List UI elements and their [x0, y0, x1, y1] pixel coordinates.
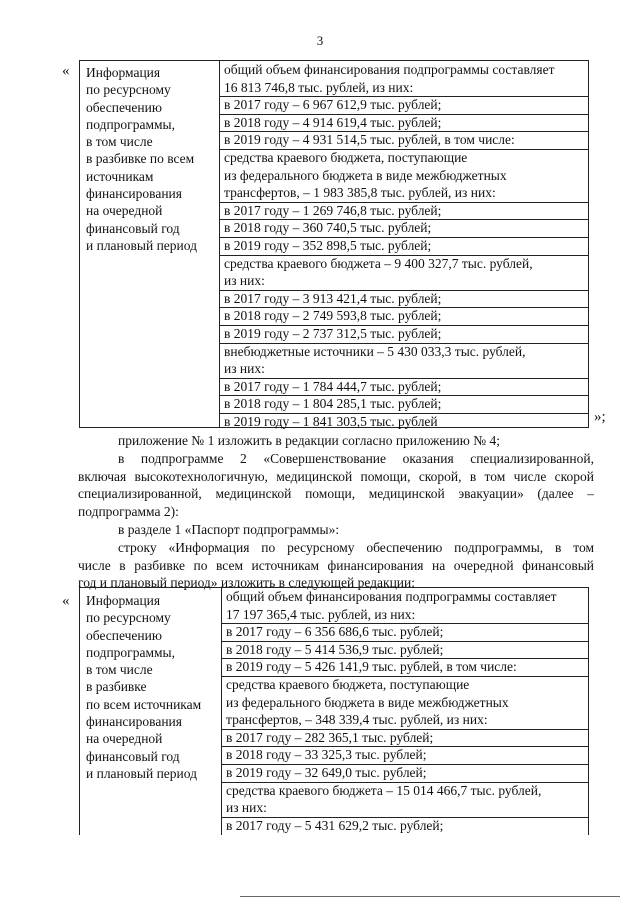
funding-line: в 2019 году – 5 426 141,9 тыс. рублей, в том числе:	[222, 659, 588, 677]
funding-line: средства краевого бюджета, поступающие	[224, 149, 468, 165]
paragraph-row-edit	[78, 539, 594, 592]
row-label-line: финансовый год	[86, 748, 180, 764]
funding-line: в 2018 году – 33 325,3 тыс. рублей;	[222, 747, 588, 765]
funding-table-1-label	[80, 61, 220, 427]
funding-line: в 2019 году – 2 737 312,5 тыс. рублей;	[220, 326, 588, 344]
funding-line: в 2017 году – 1 784 444,7 тыс. рублей;	[220, 379, 588, 397]
funding-line: в 2017 году – 6 356 686,6 тыс. рублей;	[222, 624, 588, 642]
paragraph-line: в разделе 1 «Паспорт подпрограммы»:	[118, 522, 340, 537]
row-label-line: финансирования	[86, 714, 182, 730]
funding-line: из них:	[222, 800, 588, 818]
paragraph-line: включая высокотехнологичную, медицинской помощи, скорой, в том числе скорой	[78, 468, 594, 484]
closing-quote: »;	[594, 409, 606, 425]
row-label-line: финансовый год	[86, 220, 180, 236]
funding-line: средства краевого бюджета, поступающие	[226, 676, 470, 692]
funding-line: из них:	[220, 273, 588, 291]
funding-line: в 2017 году – 3 913 421,4 тыс. рублей;	[220, 291, 588, 309]
funding-line: из федерального бюджета в виде межбюджетных	[226, 694, 509, 710]
paragraph-line: числе в разбивке по всем источникам финансирования на очередной финансовый	[78, 557, 594, 573]
funding-line: трансфертов, – 348 339,4 тыс. рублей, из них:	[222, 712, 588, 730]
funding-line: общий объем финансирования подпрограммы составляет	[224, 62, 555, 77]
row-label-line: обеспечению	[86, 627, 162, 643]
paragraph-section-1	[78, 521, 594, 539]
funding-line: в 2019 году – 352 898,5 тыс. рублей;	[220, 238, 588, 256]
row-label-line: подпрограммы,	[86, 116, 175, 132]
paragraph-line: специализированной, медицинской помощи, медицинской эвакуации» (далее –	[78, 486, 594, 502]
funding-table-1-values	[220, 61, 588, 427]
row-label-line: в разбивке по всем	[86, 151, 195, 167]
row-label-line: финансирования	[86, 186, 182, 202]
row-label-line: в том числе	[86, 662, 153, 678]
row-label-line: на очередной	[86, 203, 163, 219]
funding-line: в 2018 году – 1 804 285,1 тыс. рублей;	[220, 396, 588, 414]
funding-line: в 2017 году – 5 431 629,2 тыс. рублей;	[226, 817, 444, 833]
funding-table-1	[79, 60, 589, 428]
funding-line: средства краевого бюджета – 15 014 466,7 тыс. рублей,	[226, 782, 542, 798]
funding-line: из федерального бюджета в виде межбюджетных	[224, 167, 507, 183]
row-label-line: по ресурсному	[86, 610, 171, 626]
row-label-line: на очередной	[86, 731, 163, 747]
row-label-line: Информация	[86, 65, 161, 80]
row-label-line: и плановый период	[86, 237, 197, 253]
row-label-line: источникам	[86, 168, 154, 184]
funding-line: внебюджетные источники – 5 430 033,3 тыс. рублей,	[224, 343, 526, 359]
funding-line: в 2018 году – 4 914 619,4 тыс. рублей;	[220, 115, 588, 133]
funding-line: 17 197 365,4 тыс. рублей, из них:	[222, 607, 588, 625]
row-label-line: по всем источникам	[86, 696, 202, 712]
row-label-line: обеспечению	[86, 99, 162, 115]
funding-line: в 2018 году – 360 740,5 тыс. рублей;	[220, 220, 588, 238]
funding-line: в 2017 году – 6 967 612,9 тыс. рублей;	[220, 97, 588, 115]
funding-line: в 2019 году – 32 649,0 тыс. рублей;	[222, 765, 588, 783]
paragraph-line: приложение № 1 изложить в редакции согласно приложению № 4;	[118, 433, 500, 448]
paragraph-subprogram-2	[78, 450, 594, 520]
paragraph-appendix	[78, 432, 594, 450]
funding-line: в 2019 году – 1 841 303,5 тыс. рублей	[224, 413, 438, 429]
row-label-line: в том числе	[86, 134, 153, 150]
paragraph-line: подпрограмма 2):	[78, 503, 179, 519]
row-label-line: подпрограммы,	[86, 644, 175, 660]
funding-table-2-values	[222, 588, 588, 835]
funding-line: в 2017 году – 1 269 746,8 тыс. рублей;	[220, 203, 588, 221]
page-number: 3	[316, 33, 324, 48]
funding-line: в 2018 году – 5 414 536,9 тыс. рублей;	[222, 642, 588, 660]
paragraph-line: год и плановый период» изложить в следующей редакции:	[78, 575, 416, 591]
row-label-line: Информация	[86, 593, 161, 608]
footer-rule	[240, 896, 620, 897]
opening-quote: «	[62, 593, 70, 609]
funding-line: в 2017 году – 282 365,1 тыс. рублей;	[222, 730, 588, 748]
funding-line: 16 813 746,8 тыс. рублей, из них:	[220, 80, 588, 98]
paragraph-line: в подпрограмме 2 «Совершенствование оказания специализированной,	[118, 451, 594, 466]
row-label-line: по ресурсному	[86, 82, 171, 98]
funding-line: в 2019 году – 4 931 514,5 тыс. рублей, в том числе:	[220, 132, 588, 150]
funding-table-2	[79, 587, 589, 835]
row-label-line: в разбивке	[86, 679, 147, 695]
paragraph-line: строку «Информация по ресурсному обеспечению подпрограммы, в том	[118, 540, 594, 555]
funding-line: трансфертов, – 1 983 385,8 тыс. рублей, из них:	[220, 185, 588, 203]
row-label-line: и плановый период	[86, 765, 197, 781]
funding-line: в 2018 году – 2 749 593,8 тыс. рублей;	[220, 308, 588, 326]
funding-line: из них:	[220, 361, 588, 379]
funding-table-2-label	[80, 588, 222, 835]
funding-line: общий объем финансирования подпрограммы составляет	[226, 589, 557, 604]
opening-quote: «	[62, 63, 70, 79]
funding-line: средства краевого бюджета – 9 400 327,7 тыс. рублей,	[224, 255, 533, 271]
